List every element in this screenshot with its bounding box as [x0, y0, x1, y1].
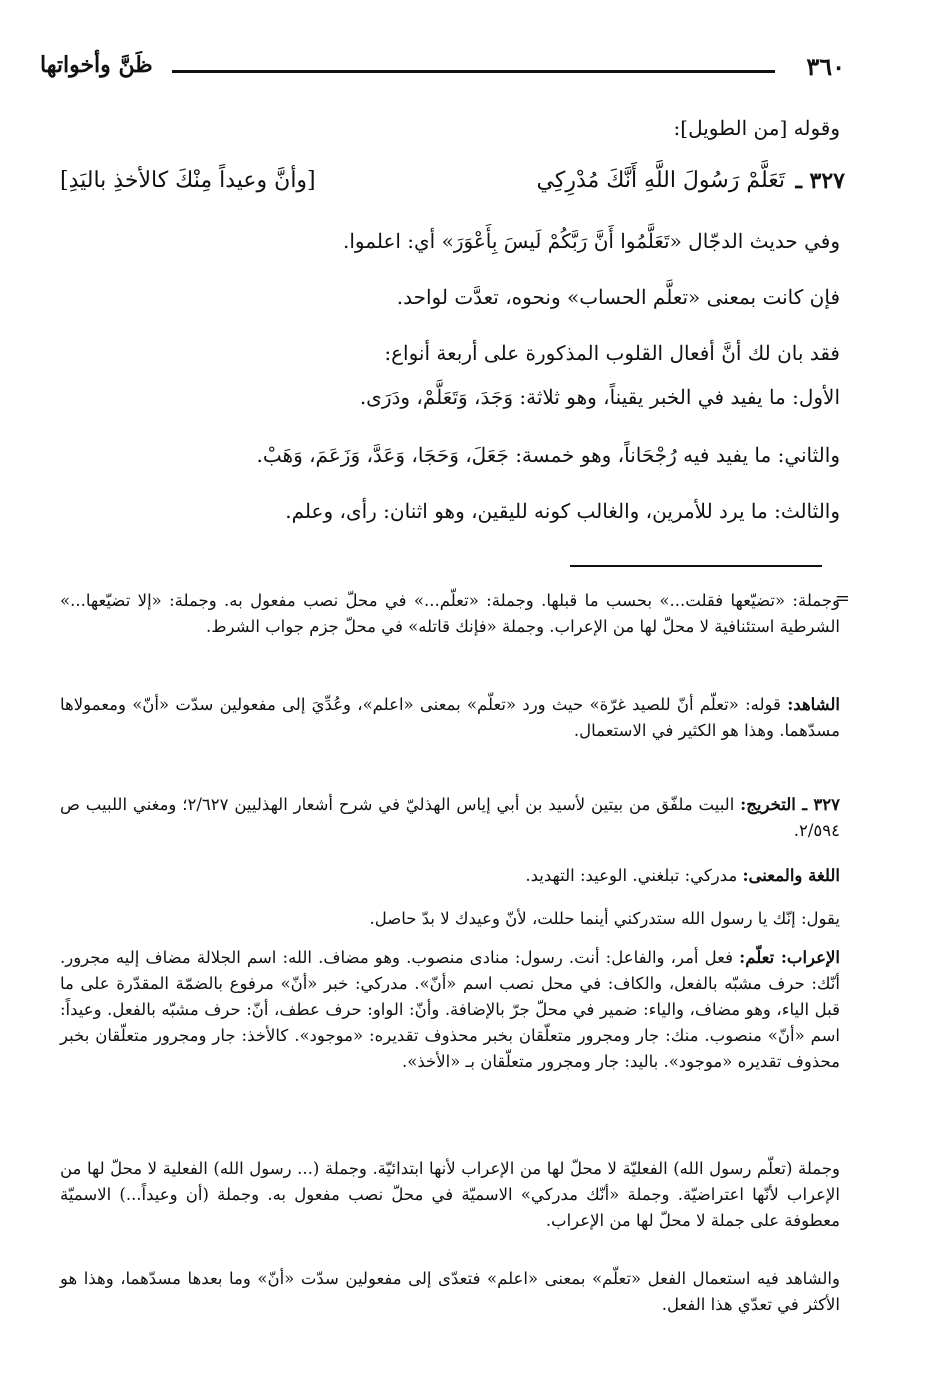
footnote-sourcing — [60, 792, 840, 844]
verse-number: ٣٢٧ ـ — [795, 168, 845, 194]
continuation-mark: = — [834, 588, 850, 609]
sourcing-text: البيت ملفّق من بيتين لأسيد بن أبي إياس الهذليّ في شرح أشعار الهذليين ٢/٦٢٧؛ ومغني اللبيب ص ٢/٥٩٤. — [60, 795, 840, 840]
paragraph-learn-meaning: فإن كانت بمعنى «تعلَّم الحساب» ونحوه، تعدَّت لواحد. — [396, 285, 840, 309]
verse-hemistich-2: [وأنَّ وعيداً مِنْكَ كالأخذِ باليَدِ] — [60, 168, 316, 193]
intro-line: وقوله [من الطويل]: — [673, 116, 840, 140]
paragraph-hadith: وفي حديث الدجّال «تَعَلَّمُوا أَنَّ رَبَّكُمْ لَيسَ بِأَعْوَرَ» أي: اعلموا. — [343, 229, 840, 253]
language-label: اللغة والمعنى: — [742, 866, 840, 885]
sourcing-label: ٣٢٧ ـ التخريج: — [740, 795, 840, 814]
paragraph-type-two: والثاني: ما يفيد فيه رُجْحَاناً، وهو خمسة: جَعَلَ، وَحَجَا، وَعَدَّ، وَزَعَمَ، وَهَبْ. — [256, 443, 840, 467]
language-text: مدركي: تبلغني. الوعيد: التهديد. — [525, 866, 738, 885]
footnote-language-meaning — [60, 863, 840, 889]
paragraph-type-one: الأول: ما يفيد في الخبر يقيناً، وهو ثلاثة: وَجَدَ، وَتَعَلَّمْ، ودَرَى. — [359, 385, 840, 409]
chapter-title: ظَنَّ وأخواتها — [40, 52, 153, 78]
witness-label: الشاهد: — [787, 695, 840, 714]
parsing-label: الإعراب: تعلّم: — [739, 948, 840, 967]
footnote-witness — [60, 692, 840, 744]
footnote-says: يقول: إنّك يا رسول الله ستدركني أينما حللت، لأنّ وعيدك لا بدّ حاصل. — [369, 909, 840, 928]
footnote-previous-parsing: وجملة: «تضيّعها فقلت...» بحسب ما قبلها. وجملة: «تعلّم...» في محلّ نصب مفعول به. وجملة: «إلا تضيّعها...» الشرطية استئنافية لا محلّ لها من الإعراب. وجملة «فإنك قاتله» في محلّ جزم جواب الشرط. — [60, 591, 840, 636]
footnote-parsing — [60, 945, 840, 1075]
witness-text: قوله: «تعلّم أنّ للصيد غرّة» حيث ورد «تعلّم» بمعنى «اعلم»، وعُدِّيَ إلى مفعولين سدّت «أنّ» ومعمولاها مسدّهما. وهذا هو الكثير في الاستعمال. — [60, 695, 840, 740]
paragraph-four-types: فقد بان لك أنَّ أفعال القلوب المذكورة على أربعة أنواع: — [384, 341, 840, 365]
header-rule — [172, 70, 775, 73]
footnote-rule — [570, 565, 822, 567]
parsing-text: فعل أمر، والفاعل: أنت. رسول: منادى منصوب. وهو مضاف. الله: اسم الجلالة مضاف إليه مجرور. أنّك: حرف مشبّه بالفعل، والكاف: في محل نصب اسم «أنّ». مدركي: خبر «أنّ» مرفوع بالضمّة المقدّرة على ما قبل الياء، وهو مضاف، والياء: ضمير في محلّ جرّ بالإضافة. وأنّ: الواو: حرف عطف، أنّ: حرف مشبّه بالفعل. وعيداً: اسم «أنّ» منصوب. منك: جار ومجرور متعلّقان بخبر محذوف تقديره: «موجود». كالأخذ: جار ومجرور متعلّقان بخبر محذوف تقديره «موجود». باليد: جار ومجرور متعلّقان بـ «الأخذ». — [60, 948, 840, 1071]
page-number: ٣٦٠ — [806, 52, 845, 81]
verse-hemistich-1: تَعَلَّمْ رَسُولَ اللَّهِ أَنَّكَ مُدْرِكِي — [536, 168, 785, 193]
paragraph-type-three: والثالث: ما يرد للأمرين، والغالب كونه لليقين، وهو اثنان: رأى، وعلم. — [285, 499, 840, 523]
footnote-sentences: وجملة (تعلّم رسول الله) الفعليّة لا محلّ لها من الإعراب لأنها ابتدائيّة. وجملة (... رسول الله) الفعلية لا محلّ لها من الإعراب لأنّها اعتراضيّة. وجملة «أنّك مدركي» الاسميّة في محلّ نصب مفعول به. وجملة (أن وعيداً...) الاسميّة معطوفة على جملة لا محلّ لها من الإعراب. — [60, 1159, 840, 1230]
footnote-conclusion: والشاهد فيه استعمال الفعل «تعلّم» بمعنى «اعلم» فتعدّى إلى مفعولين سدّت «أنّ» وما بعدها مسدّهما، وهذا هو الأكثر في تعدّي هذا الفعل. — [60, 1269, 840, 1314]
